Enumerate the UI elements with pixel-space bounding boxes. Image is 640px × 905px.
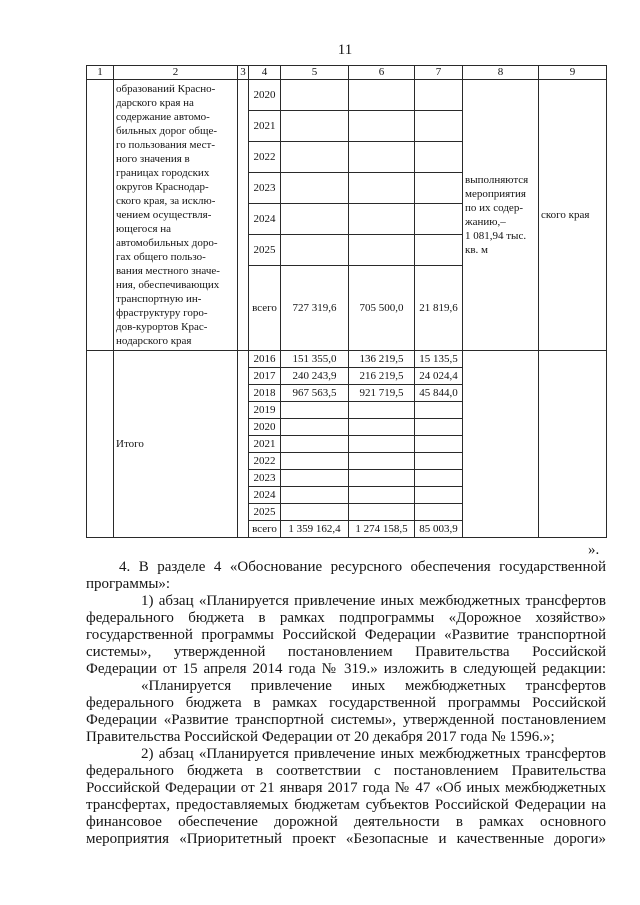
closing-quote: ».	[588, 542, 600, 558]
description-line: образований Красно-	[116, 83, 216, 95]
amount-cell	[349, 235, 415, 266]
table-row	[87, 351, 607, 368]
body-text	[86, 559, 606, 848]
body-line: государственной программы Российской Федерации «Развитие транспортной	[86, 627, 606, 643]
column-header: 5	[281, 66, 349, 80]
amount-cell: 967 563,5	[281, 385, 349, 402]
amount-cell	[281, 453, 349, 470]
body-line: системы», утвержденной постановлением Правительства Российской	[86, 644, 606, 660]
body-line: федерального бюджета в рамках государственной программы Российской	[86, 695, 606, 711]
status-cell	[238, 80, 249, 351]
executor-cell: ского края	[539, 80, 607, 351]
year-cell: 2025	[249, 235, 281, 266]
description-line: ющегося на	[116, 223, 172, 235]
total-amount-cell: 1 274 158,5	[349, 521, 415, 538]
amount-cell	[415, 470, 463, 487]
body-line: мероприятия «Приоритетный проект «Безопасные и качественные дороги»	[86, 831, 606, 847]
amount-cell	[281, 436, 349, 453]
program-funding-table	[86, 65, 607, 538]
amount-cell	[415, 453, 463, 470]
amount-cell	[349, 111, 415, 142]
amount-cell	[415, 111, 463, 142]
amount-cell: 45 844,0	[415, 385, 463, 402]
body-line: Федерации от 15 апреля 2014 года № 319.» изложить в следующей редакции:	[86, 661, 606, 677]
amount-cell	[415, 80, 463, 111]
amount-cell	[349, 487, 415, 504]
body-line: Федерации «Развитие транспортной системы», утвержденной постановлением	[86, 712, 606, 728]
description-line: вания местного значе-	[116, 265, 220, 277]
page-number: 11	[337, 42, 353, 58]
column-header: 2	[114, 66, 238, 80]
result-cell	[463, 80, 539, 351]
amount-cell	[415, 402, 463, 419]
column-header: 1	[87, 66, 114, 80]
amount-cell	[415, 504, 463, 521]
total-amount-cell: 727 319,6	[281, 266, 349, 351]
column-header: 3	[238, 66, 249, 80]
amount-cell	[415, 173, 463, 204]
description-line: транспортную ин-	[116, 293, 202, 305]
amount-cell	[281, 80, 349, 111]
amount-cell	[349, 204, 415, 235]
amount-cell	[349, 402, 415, 419]
total-amount-cell: 85 003,9	[415, 521, 463, 538]
row-number-cell	[87, 80, 114, 351]
amount-cell	[415, 436, 463, 453]
total-amount-cell: 705 500,0	[349, 266, 415, 351]
table-header-row	[87, 66, 607, 80]
amount-cell	[281, 419, 349, 436]
amount-cell: 136 219,5	[349, 351, 415, 368]
amount-cell: 216 219,5	[349, 368, 415, 385]
description-line: го пользования мест-	[116, 139, 215, 151]
amount-cell	[349, 470, 415, 487]
year-cell: 2020	[249, 80, 281, 111]
description-line: ского края, за исклю-	[116, 195, 216, 207]
amount-cell	[349, 436, 415, 453]
grand-total-label: Итого	[114, 351, 238, 538]
amount-cell	[281, 402, 349, 419]
body-line: 4. В разделе 4 «Обоснование ресурсного обеспечения государственной	[119, 559, 606, 575]
year-cell: 2025	[249, 504, 281, 521]
amount-cell: 921 719,5	[349, 385, 415, 402]
column-header: 9	[539, 66, 607, 80]
body-line: федерального бюджета в рамках подпрограммы «Дорожное хозяйство»	[86, 610, 606, 626]
amount-cell	[281, 142, 349, 173]
amount-cell	[281, 111, 349, 142]
amount-cell: 15 135,5	[415, 351, 463, 368]
amount-cell	[281, 504, 349, 521]
year-cell: 2021	[249, 436, 281, 453]
amount-cell	[415, 204, 463, 235]
year-cell: 2024	[249, 204, 281, 235]
amount-cell: 24 024,4	[415, 368, 463, 385]
year-cell: 2024	[249, 487, 281, 504]
amount-cell	[281, 235, 349, 266]
body-line: трансфертах, предоставляемых бюджетам субъектов Российской Федерации на	[86, 797, 606, 813]
result-line: кв. м	[465, 244, 488, 256]
body-line: 2) абзац «Планируется привлечение иных межбюджетных трансфертов	[141, 746, 606, 762]
amount-cell	[349, 419, 415, 436]
result-line: по их содер-	[465, 202, 523, 214]
column-header: 4	[249, 66, 281, 80]
year-cell: 2022	[249, 142, 281, 173]
column-header: 7	[415, 66, 463, 80]
total-label-cell: всего	[249, 521, 281, 538]
body-line: Российской Федерации от 21 января 2017 года № 47 «Об иных межбюджетных	[86, 780, 606, 796]
status-cell	[238, 351, 249, 538]
year-cell: 2023	[249, 470, 281, 487]
description-line: границах городских	[116, 167, 210, 179]
description-line: чением осуществля-	[116, 209, 212, 221]
description-line: гах общего пользо-	[116, 251, 206, 263]
description-line: ния, обеспечивающих	[116, 279, 220, 291]
description-line: нодарского края	[116, 335, 192, 347]
description-line: округов Краснодар-	[116, 181, 209, 193]
amount-cell	[281, 487, 349, 504]
executor-cell	[539, 351, 607, 538]
body-line: федерального бюджета в соответствии с постановлением Правительства	[86, 763, 606, 779]
amount-cell: 240 243,9	[281, 368, 349, 385]
description-line: бильных дорог обще-	[116, 125, 217, 137]
amount-cell	[281, 470, 349, 487]
amount-cell	[349, 453, 415, 470]
amount-cell	[349, 142, 415, 173]
result-line: жанию,–	[465, 216, 506, 228]
description-line: фраструктуру горо-	[116, 307, 208, 319]
result-line: мероприятия	[465, 188, 526, 200]
year-cell: 2022	[249, 453, 281, 470]
total-label-cell: всего	[249, 266, 281, 351]
amount-cell	[415, 487, 463, 504]
year-cell: 2021	[249, 111, 281, 142]
column-header: 6	[349, 66, 415, 80]
amount-cell	[281, 173, 349, 204]
result-line: 1 081,94 тыс.	[465, 230, 527, 242]
body-line: Правительства Российской Федерации от 20 декабря 2017 года № 1596.»;	[86, 729, 555, 745]
body-line: программы»:	[86, 576, 171, 592]
description-line: содержание автомо-	[116, 111, 210, 123]
amount-cell	[349, 173, 415, 204]
total-amount-cell: 1 359 162,4	[281, 521, 349, 538]
amount-cell: 151 355,0	[281, 351, 349, 368]
result-cell	[463, 351, 539, 538]
total-amount-cell: 21 819,6	[415, 266, 463, 351]
table-row	[87, 80, 607, 111]
description-line: автомобильных доро-	[116, 237, 218, 249]
year-cell: 2023	[249, 173, 281, 204]
year-cell: 2016	[249, 351, 281, 368]
year-cell: 2019	[249, 402, 281, 419]
description-line: ного значения в	[116, 153, 190, 165]
body-line: 1) абзац «Планируется привлечение иных межбюджетных трансфертов	[141, 593, 606, 609]
year-cell: 2020	[249, 419, 281, 436]
description-line: дарского края на	[116, 97, 194, 109]
year-cell: 2017	[249, 368, 281, 385]
result-line: выполняются	[465, 174, 529, 186]
description-line: дов-курортов Крас-	[116, 321, 208, 333]
amount-cell	[349, 504, 415, 521]
amount-cell	[281, 204, 349, 235]
column-header: 8	[463, 66, 539, 80]
amount-cell	[415, 419, 463, 436]
body-line: «Планируется привлечение иных межбюджетных трансфертов	[141, 678, 606, 694]
body-line: финансовое обеспечение дорожной деятельности в рамках основного	[86, 814, 606, 830]
year-cell: 2018	[249, 385, 281, 402]
measure-description-cell	[114, 80, 238, 351]
amount-cell	[349, 80, 415, 111]
amount-cell	[415, 142, 463, 173]
amount-cell	[415, 235, 463, 266]
row-number-cell	[87, 351, 114, 538]
